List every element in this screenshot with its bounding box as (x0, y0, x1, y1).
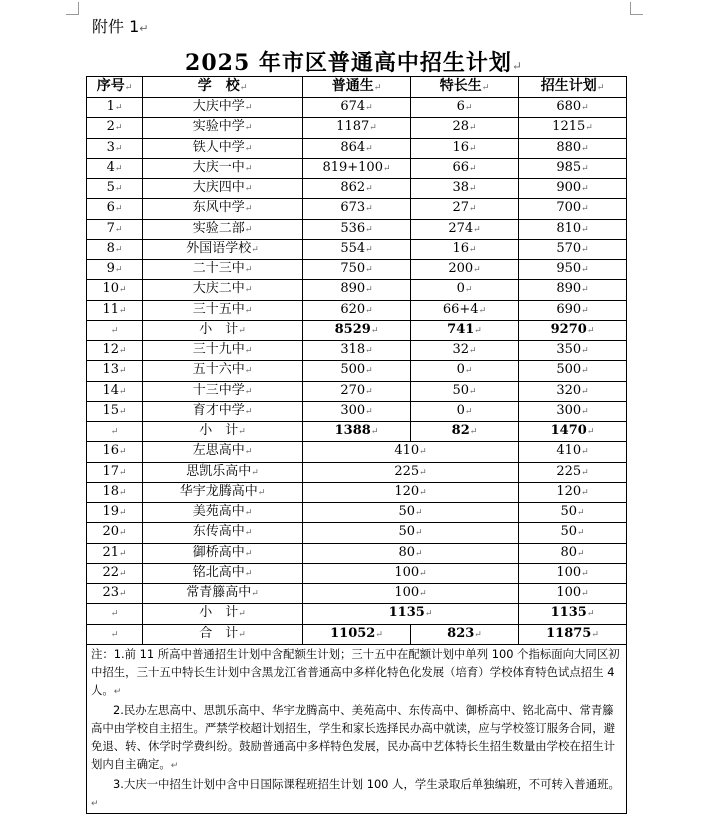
table-row (87, 260, 627, 280)
school-name: 思凯乐高中↵ (143, 462, 303, 482)
school-name: 实验中学↵ (143, 118, 303, 138)
plan-count: 680↵ (519, 98, 627, 118)
crop-mark-top-left (66, 2, 79, 15)
combined-count: 80↵ (303, 543, 519, 563)
row-number: 6↵ (87, 199, 143, 219)
attachment-label: 附件 1↵ (92, 17, 149, 36)
school-name: 大庆一中↵ (143, 158, 303, 178)
table-row (87, 138, 627, 158)
note-1: 注：1.前 11 所高中普通招生计划中含配额生计划；三十五中在配额计划中单列 100 个指标面向大同区初中招生，三十五中特长生计划中含黑龙江省普通高中多样化特色化发展（培育）学校体育特色试点招生 4 人。↵ (91, 646, 620, 697)
row-number: 15↵ (87, 401, 143, 421)
table-row (87, 320, 627, 340)
plan-count: 50↵ (519, 503, 627, 523)
table-row (87, 604, 627, 624)
plan-count: 120↵ (519, 482, 627, 502)
school-name: 左思高中↵ (143, 442, 303, 462)
table-row (87, 523, 627, 543)
table-row (87, 280, 627, 300)
col-header-normal: 普通生↵ (303, 77, 411, 98)
row-number: 21↵ (87, 543, 143, 563)
row-number: 11↵ (87, 300, 143, 320)
table-row (87, 158, 627, 178)
school-name: 育才中学↵ (143, 401, 303, 421)
row-number: 23↵ (87, 584, 143, 604)
special-count: 0↵ (411, 361, 519, 381)
table-row (87, 361, 627, 381)
subtotal-plan: 1470↵ (519, 422, 627, 442)
plan-count: 570↵ (519, 239, 627, 259)
row-number: 16↵ (87, 442, 143, 462)
row-number: 3↵ (87, 138, 143, 158)
plan-count: 985↵ (519, 158, 627, 178)
subtotal-combined: 1135↵ (303, 604, 519, 624)
table-row (87, 422, 627, 442)
subtotal-special: 82↵ (411, 422, 519, 442)
special-count: 66+4↵ (411, 300, 519, 320)
school-name: 三十五中↵ (143, 300, 303, 320)
school-name: 实验二部↵ (143, 219, 303, 239)
subtotal-special: 741↵ (411, 320, 519, 340)
plan-count: 950↵ (519, 260, 627, 280)
school-name: 三十九中↵ (143, 341, 303, 361)
total-plan: 11875↵ (519, 624, 627, 644)
plan-count: 300↵ (519, 401, 627, 421)
normal-count: 554↵ (303, 239, 411, 259)
row-number: 2↵ (87, 118, 143, 138)
plan-count: 700↵ (519, 199, 627, 219)
table-row (87, 219, 627, 239)
table-row (87, 644, 627, 813)
row-number: 5↵ (87, 179, 143, 199)
plan-count: 225↵ (519, 462, 627, 482)
table-row (87, 442, 627, 462)
normal-count: 819+100↵ (303, 158, 411, 178)
row-number: 10↵ (87, 280, 143, 300)
school-name: 东风中学↵ (143, 199, 303, 219)
normal-count: 536↵ (303, 219, 411, 239)
school-name: 大庆中学↵ (143, 98, 303, 118)
plan-count: 350↵ (519, 341, 627, 361)
table-row (87, 239, 627, 259)
school-name: 常青籐高中↵ (143, 584, 303, 604)
row-number: ↵ (87, 604, 143, 624)
special-count: 6↵ (411, 98, 519, 118)
col-header-school: 学 校↵ (143, 77, 303, 98)
normal-count: 500↵ (303, 361, 411, 381)
row-number: ↵ (87, 422, 143, 442)
special-count: 50↵ (411, 381, 519, 401)
subtotal-plan: 9270↵ (519, 320, 627, 340)
subtotal-label: 小 计↵ (143, 422, 303, 442)
row-number: 4↵ (87, 158, 143, 178)
plan-count: 810↵ (519, 219, 627, 239)
row-number: 8↵ (87, 239, 143, 259)
subtotal-plan: 1135↵ (519, 604, 627, 624)
plan-count: 1215↵ (519, 118, 627, 138)
plan-count: 900↵ (519, 179, 627, 199)
col-header-no: 序号↵ (87, 77, 143, 98)
note-3: 3.大庆一中招生计划中含中日国际课程班招生计划 100 人，学生录取后单独编班，不可转入普通班。↵ (91, 776, 620, 809)
normal-count: 674↵ (303, 98, 411, 118)
subtotal-label: 小 计↵ (143, 320, 303, 340)
combined-count: 50↵ (303, 503, 519, 523)
school-name: 大庆四中↵ (143, 179, 303, 199)
row-number: ↵ (87, 624, 143, 644)
plan-count: 320↵ (519, 381, 627, 401)
table-row (87, 624, 627, 644)
table-header-row (87, 77, 627, 98)
school-name: 十三中学↵ (143, 381, 303, 401)
plan-count: 80↵ (519, 543, 627, 563)
special-count: 274↵ (411, 219, 519, 239)
special-count: 0↵ (411, 401, 519, 421)
special-count: 66↵ (411, 158, 519, 178)
total-special: 823↵ (411, 624, 519, 644)
plan-count: 890↵ (519, 280, 627, 300)
plan-count: 100↵ (519, 563, 627, 583)
special-count: 27↵ (411, 199, 519, 219)
special-count: 16↵ (411, 239, 519, 259)
table-row (87, 401, 627, 421)
special-count: 16↵ (411, 138, 519, 158)
plan-count: 500↵ (519, 361, 627, 381)
crop-mark-top-right (630, 2, 643, 15)
plan-count: 410↵ (519, 442, 627, 462)
notes-cell (87, 644, 627, 813)
normal-count: 300↵ (303, 401, 411, 421)
special-count: 28↵ (411, 118, 519, 138)
table-row (87, 482, 627, 502)
plan-count: 690↵ (519, 300, 627, 320)
normal-count: 862↵ (303, 179, 411, 199)
school-name: 二十三中↵ (143, 260, 303, 280)
special-count: 32↵ (411, 341, 519, 361)
combined-count: 50↵ (303, 523, 519, 543)
subtotal-label: 小 计↵ (143, 604, 303, 624)
row-number: 22↵ (87, 563, 143, 583)
row-number: 18↵ (87, 482, 143, 502)
school-name: 五十六中↵ (143, 361, 303, 381)
subtotal-normal: 8529↵ (303, 320, 411, 340)
table-row (87, 179, 627, 199)
plan-count: 100↵ (519, 584, 627, 604)
school-name: 御桥高中↵ (143, 543, 303, 563)
normal-count: 1187↵ (303, 118, 411, 138)
school-name: 铁人中学↵ (143, 138, 303, 158)
note-2: 2.民办左思高中、思凯乐高中、华宇龙腾高中、美苑高中、东传高中、御桥高中、铭北高中、常青籐高中由学校自主招生。严禁学校超计划招生，学生和家长选择民办高中就读，应与学校签订服务合同，避免退、转、休学时学费纠纷。鼓励普通高中多样特色发展，民办高中艺体特长生招生数量由学校在招生计划内自主确定。↵ (91, 702, 615, 771)
combined-count: 100↵ (303, 584, 519, 604)
table-body (87, 98, 627, 814)
row-number: 13↵ (87, 361, 143, 381)
table-row (87, 563, 627, 583)
enrollment-table (86, 76, 627, 814)
col-header-plan: 招生计划↵ (519, 77, 627, 98)
table-row (87, 199, 627, 219)
school-name: 华宇龙腾高中↵ (143, 482, 303, 502)
combined-count: 100↵ (303, 563, 519, 583)
table-row (87, 300, 627, 320)
special-count: 200↵ (411, 260, 519, 280)
table-row (87, 503, 627, 523)
school-name: 铭北高中↵ (143, 563, 303, 583)
plan-count: 50↵ (519, 523, 627, 543)
row-number: 14↵ (87, 381, 143, 401)
table-row (87, 118, 627, 138)
special-count: 38↵ (411, 179, 519, 199)
row-number: 12↵ (87, 341, 143, 361)
col-header-special: 特长生↵ (411, 77, 519, 98)
row-number: 7↵ (87, 219, 143, 239)
school-name: 东传高中↵ (143, 523, 303, 543)
combined-count: 225↵ (303, 462, 519, 482)
normal-count: 864↵ (303, 138, 411, 158)
total-normal: 11052↵ (303, 624, 411, 644)
normal-count: 270↵ (303, 381, 411, 401)
table-row (87, 543, 627, 563)
normal-count: 318↵ (303, 341, 411, 361)
row-number: 1↵ (87, 98, 143, 118)
table-row (87, 341, 627, 361)
school-name: 外国语学校↵ (143, 239, 303, 259)
row-number: ↵ (87, 320, 143, 340)
normal-count: 750↵ (303, 260, 411, 280)
normal-count: 890↵ (303, 280, 411, 300)
school-name: 美苑高中↵ (143, 503, 303, 523)
total-label: 合 计↵ (143, 624, 303, 644)
table-row (87, 462, 627, 482)
row-number: 20↵ (87, 523, 143, 543)
combined-count: 120↵ (303, 482, 519, 502)
row-number: 19↵ (87, 503, 143, 523)
table-row (87, 98, 627, 118)
normal-count: 673↵ (303, 199, 411, 219)
table-row (87, 381, 627, 401)
page-title: 2025 年市区普通高中招生计划↵ (185, 50, 523, 76)
row-number: 17↵ (87, 462, 143, 482)
plan-count: 880↵ (519, 138, 627, 158)
subtotal-normal: 1388↵ (303, 422, 411, 442)
special-count: 0↵ (411, 280, 519, 300)
school-name: 大庆二中↵ (143, 280, 303, 300)
table-row (87, 584, 627, 604)
normal-count: 620↵ (303, 300, 411, 320)
row-number: 9↵ (87, 260, 143, 280)
combined-count: 410↵ (303, 442, 519, 462)
